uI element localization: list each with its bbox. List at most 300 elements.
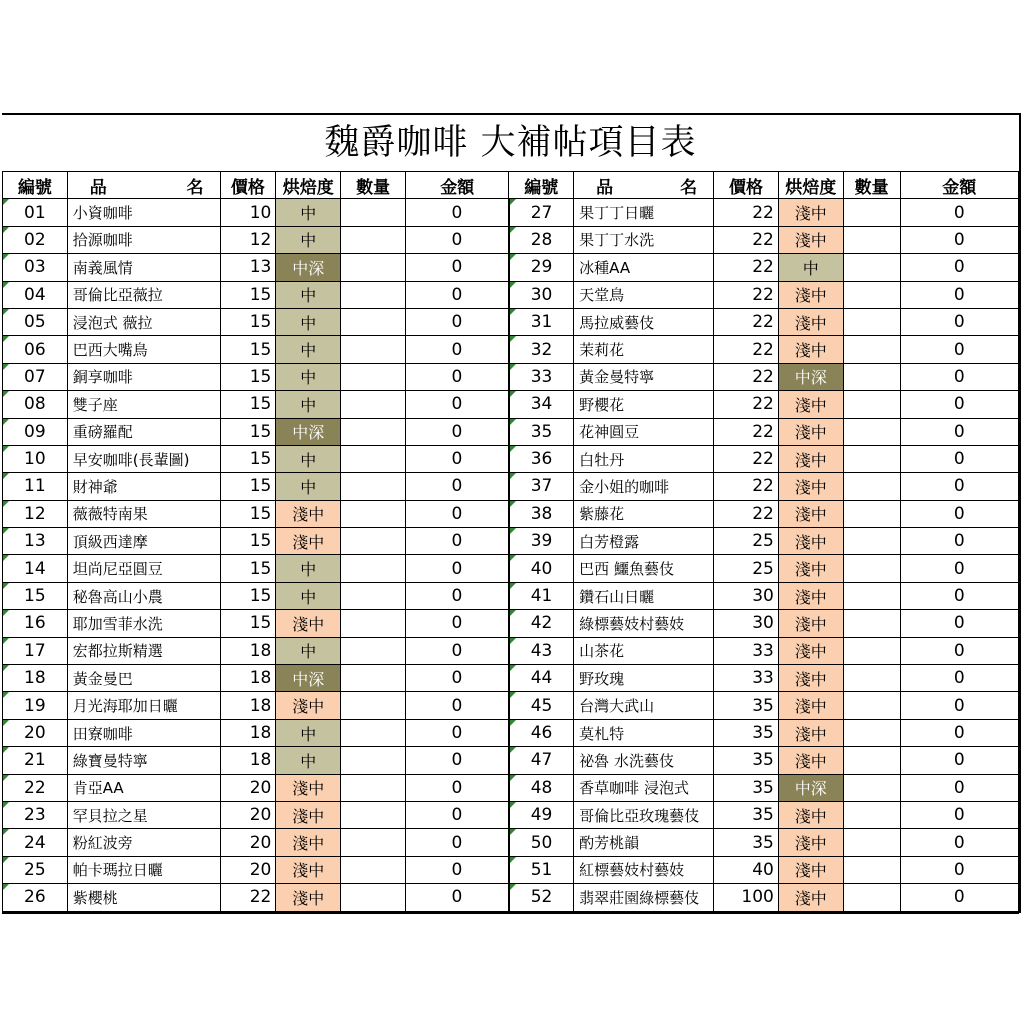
table-row <box>3 856 1019 883</box>
item-price: 15 <box>220 610 276 637</box>
roast-level: 淺中 <box>276 500 341 527</box>
roast-level: 中 <box>276 281 341 308</box>
header-name-right: 名 <box>186 177 204 198</box>
item-price: 20 <box>220 801 276 828</box>
item-price: 35 <box>714 774 779 801</box>
roast-level: 中 <box>276 226 341 253</box>
item-price: 35 <box>714 692 779 719</box>
item-number: 36 <box>509 445 574 472</box>
item-number: 26 <box>3 884 68 911</box>
item-name: 哥倫比亞玫瑰藝伎 <box>574 801 714 828</box>
amount-cell: 0 <box>900 856 1018 883</box>
item-number: 03 <box>3 254 68 281</box>
amount-cell: 0 <box>405 610 508 637</box>
item-price: 15 <box>220 555 276 582</box>
roast-level: 淺中 <box>276 801 341 828</box>
roast-level: 中 <box>276 555 341 582</box>
amount-cell: 0 <box>405 747 508 774</box>
item-price: 33 <box>714 637 779 664</box>
roast-level: 中 <box>276 391 341 418</box>
item-number: 13 <box>3 528 68 555</box>
roast-level: 淺中 <box>778 281 843 308</box>
item-name: 白芳橙露 <box>574 528 714 555</box>
roast-level: 中 <box>276 719 341 746</box>
quantity-cell[interactable] <box>341 829 406 856</box>
header-name-right-2: 名 <box>680 177 698 198</box>
amount-cell: 0 <box>405 528 508 555</box>
quantity-cell[interactable] <box>341 774 406 801</box>
item-number: 23 <box>3 801 68 828</box>
item-number: 39 <box>509 528 574 555</box>
item-name: 南義風情 <box>67 254 220 281</box>
amount-cell: 0 <box>405 308 508 335</box>
item-price: 18 <box>220 692 276 719</box>
item-number: 08 <box>3 391 68 418</box>
item-name: 早安咖啡(長輩圖) <box>67 445 220 472</box>
item-price: 20 <box>220 774 276 801</box>
roast-level: 中深 <box>276 665 341 692</box>
quantity-cell[interactable] <box>843 336 900 363</box>
quantity-cell[interactable] <box>843 665 900 692</box>
amount-cell: 0 <box>405 336 508 363</box>
amount-cell: 0 <box>405 665 508 692</box>
table-row <box>3 801 1019 828</box>
amount-cell: 0 <box>900 555 1018 582</box>
amount-cell: 0 <box>405 226 508 253</box>
quantity-cell[interactable] <box>843 281 900 308</box>
item-name: 紅標藝妓村藝妓 <box>574 856 714 883</box>
amount-cell: 0 <box>405 445 508 472</box>
quantity-cell[interactable] <box>341 363 406 390</box>
table-row <box>3 363 1019 390</box>
item-number: 14 <box>3 555 68 582</box>
item-number: 31 <box>509 308 574 335</box>
item-price: 18 <box>220 665 276 692</box>
item-number: 20 <box>3 719 68 746</box>
item-name: 銅享咖啡 <box>67 363 220 390</box>
header-amount: 金額 <box>405 172 508 199</box>
header-roast-right: 烘焙度 <box>778 172 843 199</box>
quantity-cell[interactable] <box>341 308 406 335</box>
item-number: 17 <box>3 637 68 664</box>
amount-cell: 0 <box>900 610 1018 637</box>
item-number: 52 <box>509 884 574 911</box>
quantity-cell[interactable] <box>843 801 900 828</box>
quantity-cell[interactable] <box>341 719 406 746</box>
item-price: 40 <box>714 856 779 883</box>
roast-level: 淺中 <box>778 199 843 226</box>
roast-level: 淺中 <box>276 610 341 637</box>
item-name: 野玫瑰 <box>574 665 714 692</box>
item-name: 秘魯高山小農 <box>67 582 220 609</box>
item-name: 宏都拉斯精選 <box>67 637 220 664</box>
item-name: 茉莉花 <box>574 336 714 363</box>
roast-level: 淺中 <box>778 801 843 828</box>
quantity-cell[interactable] <box>843 555 900 582</box>
table-row <box>3 665 1019 692</box>
amount-cell: 0 <box>900 308 1018 335</box>
item-number: 42 <box>509 610 574 637</box>
item-price: 22 <box>714 473 779 500</box>
roast-level: 淺中 <box>778 829 843 856</box>
item-name: 帕卡瑪拉日曬 <box>67 856 220 883</box>
amount-cell: 0 <box>900 774 1018 801</box>
item-number: 34 <box>509 391 574 418</box>
table-row <box>3 254 1019 281</box>
roast-level: 中深 <box>778 363 843 390</box>
quantity-cell[interactable] <box>341 555 406 582</box>
amount-cell: 0 <box>900 528 1018 555</box>
item-name: 月光海耶加日曬 <box>67 692 220 719</box>
quantity-cell[interactable] <box>843 829 900 856</box>
amount-cell: 0 <box>900 801 1018 828</box>
item-name: 綠標藝妓村藝妓 <box>574 610 714 637</box>
item-price: 15 <box>220 445 276 472</box>
quantity-cell[interactable] <box>843 363 900 390</box>
quantity-cell[interactable] <box>341 692 406 719</box>
quantity-cell[interactable] <box>843 500 900 527</box>
roast-level: 淺中 <box>276 692 341 719</box>
item-name: 野櫻花 <box>574 391 714 418</box>
item-name: 拾源咖啡 <box>67 226 220 253</box>
roast-level: 中深 <box>276 418 341 445</box>
item-number: 38 <box>509 500 574 527</box>
item-price: 15 <box>220 391 276 418</box>
amount-cell: 0 <box>405 856 508 883</box>
roast-level: 淺中 <box>778 665 843 692</box>
item-name: 鑽石山日曬 <box>574 582 714 609</box>
amount-cell: 0 <box>900 363 1018 390</box>
item-number: 47 <box>509 747 574 774</box>
item-name: 綠寶曼特寧 <box>67 747 220 774</box>
quantity-cell[interactable] <box>341 199 406 226</box>
roast-level: 淺中 <box>276 774 341 801</box>
quantity-cell[interactable] <box>341 801 406 828</box>
item-name: 金小姐的咖啡 <box>574 473 714 500</box>
item-number: 16 <box>3 610 68 637</box>
item-price: 22 <box>220 884 276 911</box>
item-number: 19 <box>3 692 68 719</box>
item-number: 12 <box>3 500 68 527</box>
item-name: 黃金曼特寧 <box>574 363 714 390</box>
amount-cell: 0 <box>405 281 508 308</box>
item-name: 紫藤花 <box>574 500 714 527</box>
amount-cell: 0 <box>900 829 1018 856</box>
roast-level: 淺中 <box>778 856 843 883</box>
quantity-cell[interactable] <box>843 199 900 226</box>
item-name: 翡翠莊園綠標藝伎 <box>574 884 714 911</box>
quantity-cell[interactable] <box>341 884 406 911</box>
amount-cell: 0 <box>900 281 1018 308</box>
item-name: 粉紅波旁 <box>67 829 220 856</box>
item-price: 15 <box>220 473 276 500</box>
table-row <box>3 692 1019 719</box>
header-price: 價格 <box>220 172 276 199</box>
roast-level: 中 <box>276 582 341 609</box>
item-name: 紫櫻桃 <box>67 884 220 911</box>
roast-level: 中深 <box>276 254 341 281</box>
table-row <box>3 528 1019 555</box>
item-name: 巴西 鱷魚藝伎 <box>574 555 714 582</box>
item-price: 30 <box>714 582 779 609</box>
table-row <box>3 391 1019 418</box>
item-price: 33 <box>714 665 779 692</box>
item-name: 哥倫比亞薇拉 <box>67 281 220 308</box>
quantity-cell[interactable] <box>843 226 900 253</box>
item-price: 18 <box>220 637 276 664</box>
item-price: 18 <box>220 747 276 774</box>
roast-level: 淺中 <box>778 336 843 363</box>
item-price: 22 <box>714 363 779 390</box>
roast-level: 淺中 <box>276 528 341 555</box>
item-name: 重磅羅配 <box>67 418 220 445</box>
roast-level: 中 <box>276 473 341 500</box>
quantity-cell[interactable] <box>341 610 406 637</box>
item-price: 25 <box>714 528 779 555</box>
item-price: 100 <box>714 884 779 911</box>
amount-cell: 0 <box>405 418 508 445</box>
amount-cell: 0 <box>900 254 1018 281</box>
quantity-cell[interactable] <box>341 336 406 363</box>
header-name-left: 品 <box>89 177 107 198</box>
amount-cell: 0 <box>900 665 1018 692</box>
header-num-right: 編號 <box>509 172 574 199</box>
quantity-cell[interactable] <box>341 445 406 472</box>
amount-cell: 0 <box>405 829 508 856</box>
item-name: 小資咖啡 <box>67 199 220 226</box>
item-number: 46 <box>509 719 574 746</box>
item-price: 22 <box>714 226 779 253</box>
table-row <box>3 500 1019 527</box>
quantity-cell[interactable] <box>341 391 406 418</box>
item-price: 35 <box>714 747 779 774</box>
header-amount-right: 金額 <box>900 172 1018 199</box>
item-number: 21 <box>3 747 68 774</box>
item-number: 10 <box>3 445 68 472</box>
roast-level: 淺中 <box>778 637 843 664</box>
quantity-cell[interactable] <box>341 637 406 664</box>
quantity-cell[interactable] <box>341 281 406 308</box>
item-price: 30 <box>714 610 779 637</box>
roast-level: 淺中 <box>778 418 843 445</box>
quantity-cell[interactable] <box>843 582 900 609</box>
item-number: 04 <box>3 281 68 308</box>
item-price: 25 <box>714 555 779 582</box>
item-price: 15 <box>220 418 276 445</box>
amount-cell: 0 <box>900 884 1018 911</box>
header-name-right-col <box>574 172 714 199</box>
quantity-cell[interactable] <box>341 747 406 774</box>
item-price: 22 <box>714 308 779 335</box>
table-row <box>3 829 1019 856</box>
quantity-cell[interactable] <box>341 226 406 253</box>
amount-cell: 0 <box>405 254 508 281</box>
table-row <box>3 582 1019 609</box>
quantity-cell[interactable] <box>843 719 900 746</box>
amount-cell: 0 <box>405 391 508 418</box>
header-name-left-2: 品 <box>596 177 614 198</box>
item-name: 黃金曼巴 <box>67 665 220 692</box>
item-number: 50 <box>509 829 574 856</box>
amount-cell: 0 <box>900 637 1018 664</box>
item-name: 果丁丁日曬 <box>574 199 714 226</box>
item-number: 40 <box>509 555 574 582</box>
table-row <box>3 281 1019 308</box>
quantity-cell[interactable] <box>341 473 406 500</box>
amount-cell: 0 <box>405 637 508 664</box>
item-name: 山茶花 <box>574 637 714 664</box>
roast-level: 中 <box>276 747 341 774</box>
item-price: 35 <box>714 801 779 828</box>
item-name: 罕貝拉之星 <box>67 801 220 828</box>
table-row <box>3 555 1019 582</box>
roast-level: 淺中 <box>778 391 843 418</box>
quantity-cell[interactable] <box>843 445 900 472</box>
item-number: 45 <box>509 692 574 719</box>
roast-level: 淺中 <box>778 226 843 253</box>
item-price: 22 <box>714 199 779 226</box>
table-row <box>3 418 1019 445</box>
item-number: 05 <box>3 308 68 335</box>
roast-level: 淺中 <box>778 884 843 911</box>
quantity-cell[interactable] <box>843 528 900 555</box>
amount-cell: 0 <box>405 582 508 609</box>
roast-level: 淺中 <box>778 719 843 746</box>
quantity-cell[interactable] <box>843 774 900 801</box>
roast-level: 淺中 <box>778 747 843 774</box>
table-row <box>3 473 1019 500</box>
item-number: 01 <box>3 199 68 226</box>
amount-cell: 0 <box>900 226 1018 253</box>
item-number: 29 <box>509 254 574 281</box>
amount-cell: 0 <box>405 500 508 527</box>
amount-cell: 0 <box>405 719 508 746</box>
roast-level: 淺中 <box>778 528 843 555</box>
table-row <box>3 226 1019 253</box>
roast-level: 淺中 <box>778 500 843 527</box>
quantity-cell[interactable] <box>843 473 900 500</box>
table-row <box>3 336 1019 363</box>
item-price: 15 <box>220 281 276 308</box>
amount-cell: 0 <box>900 747 1018 774</box>
item-price: 13 <box>220 254 276 281</box>
quantity-cell[interactable] <box>341 528 406 555</box>
roast-level: 淺中 <box>778 610 843 637</box>
header-name <box>67 172 220 199</box>
sheet-title: 魏爵咖啡 大補帖項目表 <box>324 123 697 163</box>
item-price: 15 <box>220 308 276 335</box>
quantity-cell[interactable] <box>843 308 900 335</box>
item-number: 49 <box>509 801 574 828</box>
item-name: 頂級西達摩 <box>67 528 220 555</box>
amount-cell: 0 <box>900 500 1018 527</box>
item-name: 香草咖啡 浸泡式 <box>574 774 714 801</box>
quantity-cell[interactable] <box>843 637 900 664</box>
quantity-cell[interactable] <box>341 418 406 445</box>
table-row <box>3 774 1019 801</box>
header-num: 編號 <box>3 172 68 199</box>
item-number: 30 <box>509 281 574 308</box>
item-number: 35 <box>509 418 574 445</box>
amount-cell: 0 <box>405 801 508 828</box>
quantity-cell[interactable] <box>843 418 900 445</box>
item-price: 22 <box>714 418 779 445</box>
item-number: 25 <box>3 856 68 883</box>
item-price: 18 <box>220 719 276 746</box>
table-row <box>3 445 1019 472</box>
item-price: 22 <box>714 281 779 308</box>
roast-level: 淺中 <box>778 473 843 500</box>
item-price: 22 <box>714 445 779 472</box>
amount-cell: 0 <box>405 363 508 390</box>
item-name: 天堂鳥 <box>574 281 714 308</box>
quantity-cell[interactable] <box>341 582 406 609</box>
quantity-cell[interactable] <box>843 391 900 418</box>
item-number: 48 <box>509 774 574 801</box>
item-price: 12 <box>220 226 276 253</box>
item-number: 37 <box>509 473 574 500</box>
roast-level: 中 <box>276 308 341 335</box>
amount-cell: 0 <box>900 719 1018 746</box>
amount-cell: 0 <box>900 418 1018 445</box>
item-name: 財神爺 <box>67 473 220 500</box>
quantity-cell[interactable] <box>843 692 900 719</box>
item-number: 28 <box>509 226 574 253</box>
header-qty-right: 數量 <box>843 172 900 199</box>
price-list-sheet <box>2 113 1021 913</box>
quantity-cell[interactable] <box>341 500 406 527</box>
item-name: 薇薇特南果 <box>67 500 220 527</box>
quantity-cell[interactable] <box>843 884 900 911</box>
quantity-cell[interactable] <box>843 856 900 883</box>
amount-cell: 0 <box>900 473 1018 500</box>
quantity-cell[interactable] <box>341 856 406 883</box>
item-name: 冰種AA <box>574 254 714 281</box>
table-row <box>3 719 1019 746</box>
item-price: 10 <box>220 199 276 226</box>
item-name: 耶加雪菲水洗 <box>67 610 220 637</box>
item-number: 15 <box>3 582 68 609</box>
roast-level: 中 <box>276 637 341 664</box>
table-row <box>3 610 1019 637</box>
item-number: 51 <box>509 856 574 883</box>
item-price: 35 <box>714 719 779 746</box>
quantity-cell[interactable] <box>843 254 900 281</box>
quantity-cell[interactable] <box>341 665 406 692</box>
item-price: 15 <box>220 363 276 390</box>
quantity-cell[interactable] <box>843 610 900 637</box>
item-number: 43 <box>509 637 574 664</box>
roast-level: 淺中 <box>778 582 843 609</box>
item-price: 20 <box>220 856 276 883</box>
item-number: 18 <box>3 665 68 692</box>
item-price: 15 <box>220 528 276 555</box>
item-price: 35 <box>714 829 779 856</box>
amount-cell: 0 <box>405 473 508 500</box>
roast-level: 中 <box>276 199 341 226</box>
item-name: 馬拉威藝伎 <box>574 308 714 335</box>
bottom-border <box>2 912 1019 914</box>
quantity-cell[interactable] <box>843 747 900 774</box>
table-row <box>3 747 1019 774</box>
roast-level: 中 <box>778 254 843 281</box>
item-name: 白牡丹 <box>574 445 714 472</box>
item-name: 台灣大武山 <box>574 692 714 719</box>
quantity-cell[interactable] <box>341 254 406 281</box>
table-row <box>3 637 1019 664</box>
item-price: 22 <box>714 500 779 527</box>
item-name: 肯亞AA <box>67 774 220 801</box>
